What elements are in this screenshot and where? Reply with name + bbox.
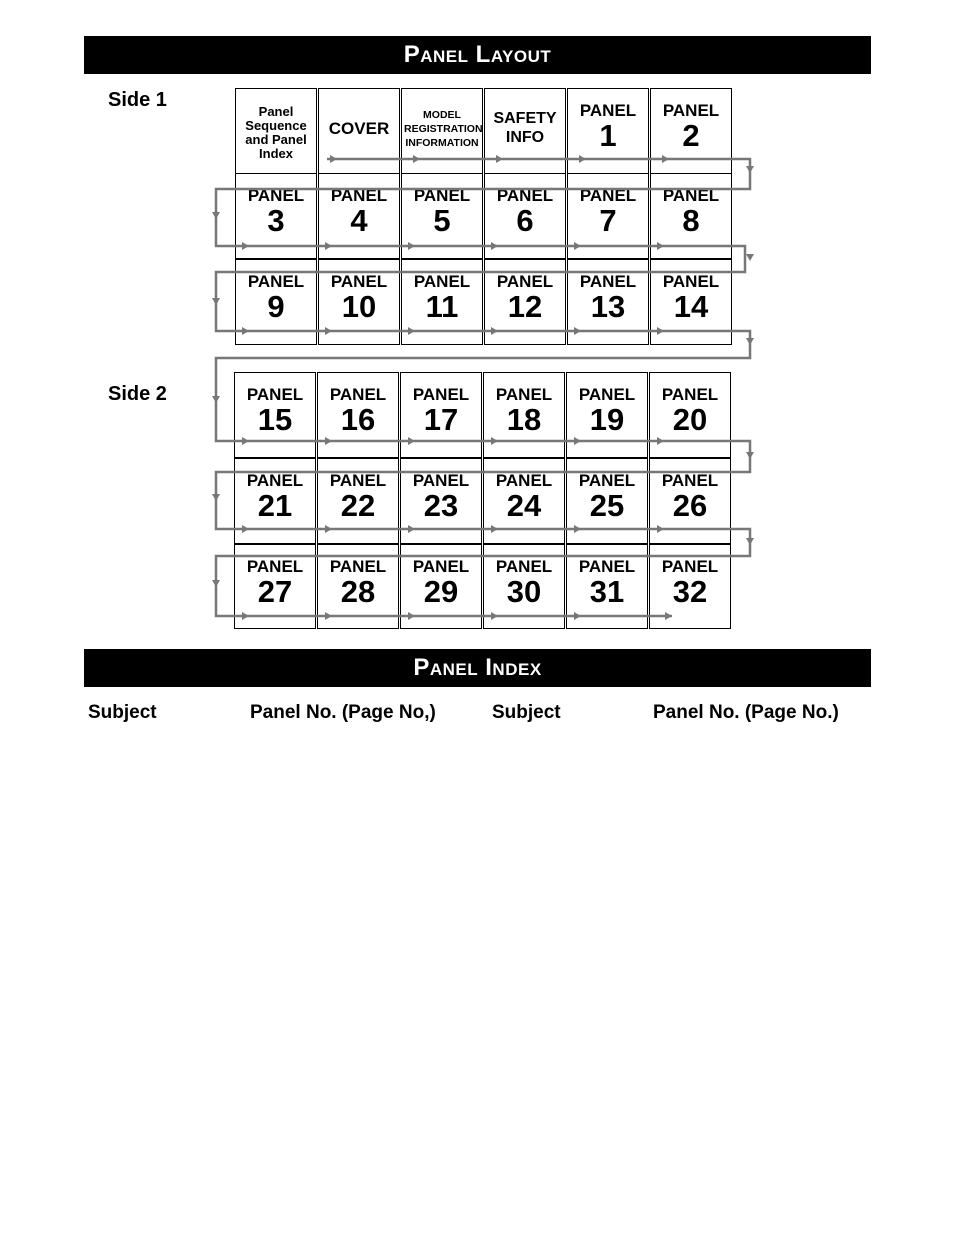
panel-number: 6 [516, 203, 534, 238]
panel-32-cell [649, 544, 731, 629]
panel-label: PANEL [662, 101, 720, 120]
panel-number: 31 [589, 574, 625, 609]
panel-sequence-index-cell [235, 88, 317, 174]
panel-label: PANEL [247, 186, 305, 205]
panel-28-cell [317, 544, 399, 629]
panel-label: PANEL [330, 272, 388, 291]
panel-31-cell [566, 544, 648, 629]
panel-number: 27 [257, 574, 293, 609]
panel-19-cell [566, 372, 648, 458]
safety-info-cell [484, 88, 566, 174]
panel-label: PANEL [495, 471, 553, 490]
panel-13-cell [567, 259, 649, 345]
panel-label: PANEL [662, 186, 720, 205]
panel-label: PANEL [496, 272, 554, 291]
panel-number: 16 [340, 402, 376, 437]
panel-label: PANEL [412, 557, 470, 576]
panel-23-cell [400, 458, 482, 544]
panel-number: 11 [425, 289, 459, 324]
panel-11-cell [401, 259, 483, 345]
panel-index-title: Panel Index [84, 649, 871, 687]
panel-4-cell [318, 173, 400, 259]
panel-number: 30 [506, 574, 542, 609]
cover-cell [318, 88, 400, 174]
panel-number: 25 [589, 488, 625, 523]
panel-29-cell [400, 544, 482, 629]
panel-3-cell [235, 173, 317, 259]
panel-21-cell [234, 458, 316, 544]
panel-number: 32 [672, 574, 708, 609]
side-2-label: Side 2 [108, 383, 167, 405]
safety-info-text: SAFETY INFO [493, 110, 557, 146]
panel-9-cell [235, 259, 317, 345]
panel-number: 29 [423, 574, 459, 609]
panel-label: PANEL [246, 557, 304, 576]
panel-label: PANEL [578, 385, 636, 404]
panel-number: 23 [423, 488, 459, 523]
panel-number: 26 [672, 488, 708, 523]
panel-number: 15 [257, 402, 293, 437]
panel-label: PANEL [247, 272, 305, 291]
panel-27-cell [234, 544, 316, 629]
panel-label: PANEL [578, 557, 636, 576]
panel-12-cell [484, 259, 566, 345]
panel-18-cell [483, 372, 565, 458]
panel-5-cell [401, 173, 483, 259]
panel-number: 5 [433, 203, 451, 238]
panel-label: PANEL [413, 186, 471, 205]
panel-label: PANEL [329, 557, 387, 576]
panel-label: PANEL [330, 186, 388, 205]
panel-7-cell [567, 173, 649, 259]
panel-10-cell [318, 259, 400, 345]
panel-17-cell [400, 372, 482, 458]
panel-number: 24 [506, 488, 542, 523]
panel-number: 14 [673, 289, 709, 324]
index-subject-header-left: Subject [88, 702, 157, 723]
panel-label: PANEL [661, 471, 719, 490]
index-panel-no-header-left: Panel No. (Page No,) [250, 702, 436, 723]
panel-sequence-text: Panel Sequence and Panel Index [245, 104, 307, 161]
panel-label: PANEL [246, 385, 304, 404]
panel-15-cell [234, 372, 316, 458]
panel-number: 22 [340, 488, 376, 523]
side-1-label: Side 1 [108, 89, 167, 111]
panel-24-cell [483, 458, 565, 544]
panel-20-cell [649, 372, 731, 458]
panel-16-cell [317, 372, 399, 458]
panel-number: 20 [672, 402, 708, 437]
model-registration-text: MODEL REGISTRATION INFORMATION [404, 109, 483, 149]
panel-26-cell [649, 458, 731, 544]
panel-8-cell [650, 173, 732, 259]
panel-25-cell [566, 458, 648, 544]
panel-number: 18 [506, 402, 542, 437]
panel-30-cell [483, 544, 565, 629]
panel-layout-title: Panel Layout [84, 36, 871, 74]
panel-2-cell [650, 88, 732, 174]
index-panel-no-header-right: Panel No. (Page No.) [653, 702, 839, 723]
panel-number: 17 [423, 402, 459, 437]
model-registration-cell [401, 88, 483, 174]
panel-number: 4 [350, 203, 368, 238]
panel-number: 8 [682, 203, 700, 238]
panel-number: 2 [682, 118, 700, 153]
panel-number: 1 [599, 118, 617, 153]
panel-number: 28 [340, 574, 376, 609]
panel-14-cell [650, 259, 732, 345]
panel-label: PANEL [579, 186, 637, 205]
panel-label: PANEL [579, 272, 637, 291]
cover-text: COVER [328, 119, 390, 138]
panel-label: PANEL [495, 557, 553, 576]
panel-number: 10 [341, 289, 377, 324]
panel-label: PANEL [329, 471, 387, 490]
panel-label: PANEL [495, 385, 553, 404]
panel-number: 13 [590, 289, 626, 324]
panel-number: 19 [589, 402, 625, 437]
index-subject-header-right: Subject [492, 702, 561, 723]
panel-number: 3 [267, 203, 285, 238]
panel-label: PANEL [578, 471, 636, 490]
panel-number: 9 [267, 289, 285, 324]
panel-label: PANEL [661, 557, 719, 576]
panel-label: PANEL [413, 272, 471, 291]
panel-label: PANEL [661, 385, 719, 404]
panel-22-cell [317, 458, 399, 544]
panel-6-cell [484, 173, 566, 259]
panel-number: 12 [507, 289, 543, 324]
panel-1-cell [567, 88, 649, 174]
panel-number: 7 [599, 203, 617, 238]
panel-label: PANEL [246, 471, 304, 490]
panel-label: PANEL [662, 272, 720, 291]
panel-label: PANEL [329, 385, 387, 404]
panel-label: PANEL [412, 471, 470, 490]
panel-label: PANEL [496, 186, 554, 205]
panel-label: PANEL [412, 385, 470, 404]
panel-number: 21 [257, 488, 293, 523]
panel-label: PANEL [579, 101, 637, 120]
